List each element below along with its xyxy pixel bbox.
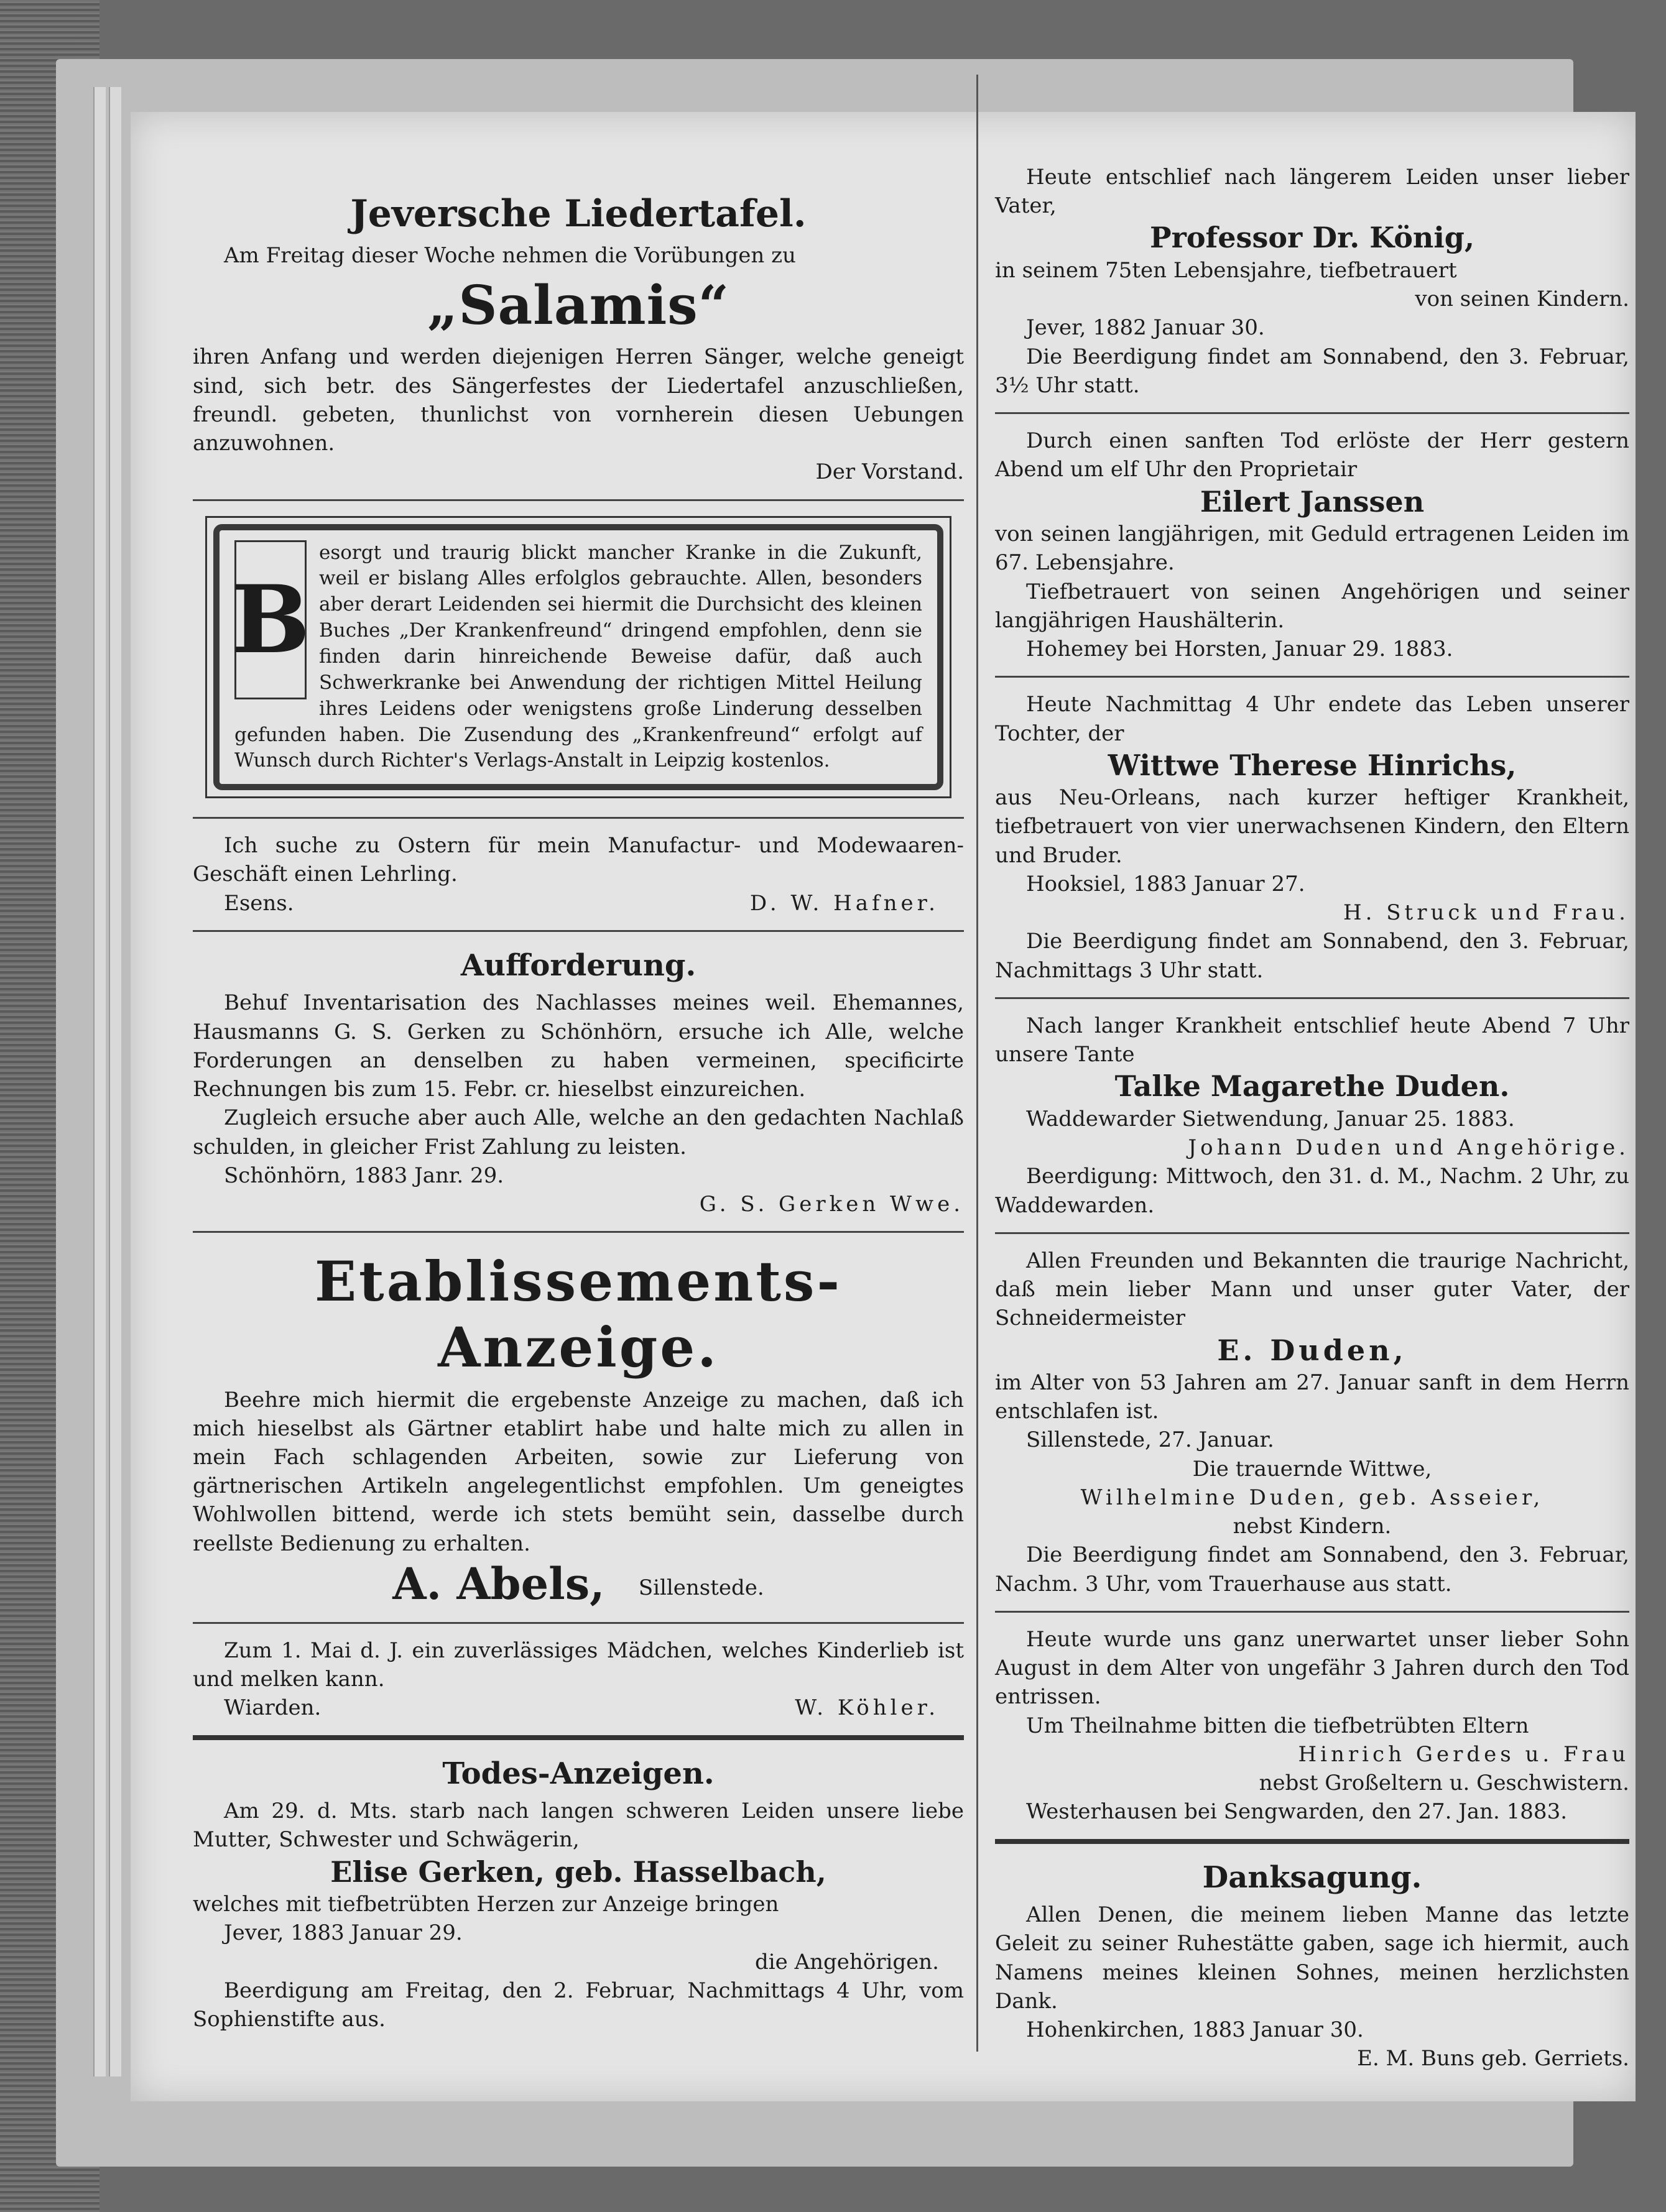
ad-text: Ich suche zu Ostern für mein Manufactur- und Modewaaren-Geschäft einen Lehrling. [193, 833, 964, 887]
separator [193, 499, 964, 501]
separator-thick [995, 1839, 1629, 1844]
ad-talke [995, 1004, 1629, 1227]
ad-date: Jever, 1883 Januar 29. [224, 1920, 463, 1946]
ad-text: Am Freitag dieser Woche nehmen die Vorübungen zu [224, 243, 796, 268]
ad-text: Die Beerdigung findet am Sonnabend, den 3. Februar, Nachm. 3 Uhr, vom Trauerhause aus statt. [995, 1542, 1629, 1597]
left-column [193, 180, 964, 2041]
ad-text: Durch einen sanften Tod erlöste der Herr gestern Abend um elf Uhr den Proprietair [995, 428, 1629, 482]
ad-danksagung [995, 1849, 1629, 2081]
ad-text: Heute entschlief nach längerem Leiden unser lieber Vater, [995, 165, 1629, 219]
separator-thick [193, 1735, 964, 1740]
ad-liedertafel [193, 180, 964, 494]
page-edge [93, 87, 106, 2076]
ad-text: im Alter von 53 Jahren am 27. Januar sanft in dem Herrn entschlafen ist. [995, 1370, 1629, 1424]
ad-janssen [995, 419, 1629, 671]
ad-frame [213, 524, 943, 791]
ad-text: Um Theilnahme bitten die tiefbetrübten Eltern [1026, 1713, 1529, 1738]
ad-place: Sillenstede. [638, 1575, 764, 1600]
ad-date: Jever, 1882 Januar 30. [1026, 315, 1265, 341]
ad-text: Zugleich ersuche aber auch Alle, welche an den gedachten Nachlaß schulden, in gleicher Frist Zahlung zu leisten. [193, 1105, 964, 1159]
ad-signature-line [193, 889, 964, 918]
ad-august [995, 1618, 1629, 1834]
ad-signature: nebst Großeltern u. Geschwistern. [1259, 1771, 1629, 1796]
separator [193, 1622, 964, 1624]
ad-signature-line [193, 1558, 964, 1610]
ad-signature: die Angehörigen. [755, 1949, 939, 1975]
ad-signature: Wilhelmine Duden, geb. Asseier, [1080, 1485, 1544, 1510]
deceased-name: Elise Gerken, geb. Hasselbach, [330, 1855, 826, 1889]
ad-text: Die Beerdigung findet am Sonnabend, den 3. Februar, 3½ Uhr statt. [995, 344, 1629, 398]
ad-text: Heute Nachmittag 4 Uhr endete das Leben unserer Tochter, der [995, 692, 1629, 746]
separator [995, 997, 1629, 999]
ad-signature: A. Abels, [392, 1557, 605, 1610]
ad-signature-line [193, 1694, 964, 1722]
ad-text: Behuf Inventarisation des Nachlasses meines weil. Ehemannes, Hausmanns G. S. Gerken zu Schönhörn, ersuche ich Alle, welche Forderungen an denselben zu haben vermeinen, specificirte Rechnungen bis zum 15. Febr. cr. hieselbst einzureichen. [193, 990, 964, 1102]
column-divider [976, 75, 978, 2052]
ad-signature: H. Struck und Frau. [1343, 900, 1629, 926]
ad-signature: W. Köhler. [795, 1695, 939, 1721]
separator [193, 930, 964, 932]
decorative-initial: B [234, 540, 307, 699]
ad-etablissement [193, 1238, 964, 1617]
ad-date: Hooksiel, 1883 Januar 27. [1026, 871, 1305, 896]
ad-place: Esens. [224, 890, 294, 916]
ad-hinrichs [995, 683, 1629, 992]
ad-eduden [995, 1239, 1629, 1606]
separator [193, 817, 964, 819]
ad-signature: von seinen Kindern. [1415, 287, 1629, 312]
ad-text: Beehre mich hiermit die ergebenste Anzeige zu machen, daß ich mich hieselbst als Gärtner etablirt habe und halte mich zu allen in mein Fach schlagenden Arbeiten, sowie zur Lieferung von gärtnerischen Artikeln angelegentlichst empfohlen. Um geneigtes Wohlwollen bittend, werde ich stets bemüht sein, dasselbe durch reellste Bedienung zu erhalten. [193, 1387, 964, 1556]
ad-text: Tiefbetrauert von seinen Angehörigen und seiner langjährigen Haushälterin. [995, 579, 1629, 633]
ad-signature: nebst Kindern. [1233, 1514, 1392, 1539]
ad-text: von seinen langjährigen, mit Geduld ertragenen Leiden im 67. Lebensjahre. [995, 522, 1629, 576]
right-column [995, 155, 1629, 2081]
page-edge [109, 87, 121, 2076]
ad-text: Zum 1. Mai d. J. ein zuverlässiges Mädchen, welches Kinderlieb ist und melken kann. [193, 1638, 964, 1692]
ad-lehrling [193, 824, 964, 925]
separator [995, 676, 1629, 678]
ad-title: Aufforderung. [460, 947, 696, 983]
ad-signature: Die trauernde Wittwe, [1192, 1456, 1432, 1482]
ad-signature: Der Vorstand. [815, 459, 964, 485]
ad-text: esorgt und traurig blickt mancher Kranke in die Zukunft, weil er bislang Alles erfolglos gebrauchte. Allen, besonders aber derart Leidenden sei hiermit die Durchsicht des kleinen Buches „Der Krankenfreund“ dringend empfohlen, denn sie finden darin hinreichende Beweise dafür, daß auch Schwerkranke bei Anwendung der richtigen Mittel Heilung ihres Leidens oder wenigstens große Linderung desselben gefunden haben. Die Zusendung des „Krankenfreund“ erfolgt auf Wunsch durch Richter's Verlags-Anstalt in Leipzig kostenlos. [234, 541, 922, 772]
ad-date: Schönhörn, 1883 Janr. 29. [224, 1163, 504, 1188]
ad-text: in seinem 75ten Lebensjahre, tiefbetrauert [995, 257, 1457, 283]
ad-text: Allen Freunden und Bekannten die traurige Nachricht, daß mein lieber Mann und unser guter Vater, der Schneidermeister [995, 1248, 1629, 1331]
deceased-name: Eilert Janssen [1200, 484, 1425, 518]
ad-title: Etablissements-Anzeige. [314, 1249, 842, 1380]
ad-todesanzeigen [193, 1745, 964, 2042]
ad-maedchen [193, 1629, 964, 1730]
deceased-name: Talke Magarethe Duden. [1114, 1069, 1510, 1104]
ad-date: Westerhausen bei Sengwarden, den 27. Jan. 1883. [1026, 1799, 1568, 1825]
ad-date: Hohenkirchen, 1883 Januar 30. [1026, 2017, 1364, 2043]
ad-text: Die Beerdigung findet am Sonnabend, den 3. Februar, Nachmittags 3 Uhr statt. [995, 929, 1629, 983]
deceased-name: Professor Dr. König, [1150, 221, 1474, 255]
ad-text: welches mit tiefbetrübten Herzen zur Anzeige bringen [193, 1892, 779, 1917]
ad-date: Waddewarder Sietwendung, Januar 25. 1883. [1026, 1106, 1515, 1131]
work-title: „Salamis“ [427, 274, 730, 338]
ad-text: Beerdigung: Mittwoch, den 31. d. M., Nachm. 2 Uhr, zu Waddewarden. [995, 1164, 1629, 1218]
ad-text: Heute wurde uns ganz unerwartet unser lieber Sohn August in dem Alter von ungefähr 3 Jahren durch den Tod entrissen. [995, 1626, 1629, 1710]
ad-koenig [995, 155, 1629, 407]
ad-title: Danksagung. [1202, 1859, 1422, 1895]
ad-signature: E. M. Buns geb. Gerriets. [1357, 2046, 1629, 2071]
separator [995, 1232, 1629, 1234]
ad-signature: D. W. Hafner. [749, 890, 939, 916]
deceased-name: Wittwe Therese Hinrichs, [1108, 748, 1517, 782]
ad-text: aus Neu-Orleans, nach kurzer heftiger Krankheit, tiefbetrauert von vier unerwachsenen Kindern, den Eltern und Bruder. [995, 785, 1629, 868]
ad-krankenfreund [205, 516, 951, 799]
ad-text: Allen Denen, die meinem lieben Manne das letzte Geleit zu seiner Ruhestätte gaben, sage ich hiermit, auch Namens meines kleinen Sohnes, meinen herzlichsten Dank. [995, 1902, 1629, 2014]
ad-text: Beerdigung am Freitag, den 2. Februar, Nachmittags 4 Uhr, vom Sophienstifte aus. [193, 1978, 964, 2032]
ad-date: Hohemey bei Horsten, Januar 29. 1883. [1026, 637, 1453, 662]
separator [995, 412, 1629, 414]
ad-title: Todes-Anzeigen. [442, 1756, 715, 1791]
deceased-name: E. Duden, [1217, 1333, 1407, 1367]
ad-date: Sillenstede, 27. Januar. [1026, 1427, 1274, 1453]
ad-signature: Johann Duden und Angehörige. [1188, 1135, 1629, 1161]
ad-text: Am 29. d. Mts. starb nach langen schweren Leiden unsere liebe Mutter, Schwester und Schwägerin, [193, 1799, 964, 1853]
separator [995, 1611, 1629, 1613]
ad-signature: G. S. Gerken Wwe. [699, 1192, 964, 1217]
ad-place: Wiarden. [224, 1695, 322, 1721]
ad-text: Nach langer Krankheit entschlief heute Abend 7 Uhr unsere Tante [995, 1013, 1629, 1067]
separator [193, 1231, 964, 1233]
ad-text: ihren Anfang und werden diejenigen Herren Sänger, welche geneigt sind, sich betr. des Sängerfestes der Liedertafel anzuschließen, freundl. gebeten, thunlichst von vornherein diesen Uebungen anzuwohnen. [193, 344, 964, 456]
ad-title: Jeversche Liedertafel. [350, 192, 807, 236]
ad-aufforderung [193, 937, 964, 1226]
ad-signature: Hinrich Gerdes u. Frau [1298, 1741, 1629, 1767]
